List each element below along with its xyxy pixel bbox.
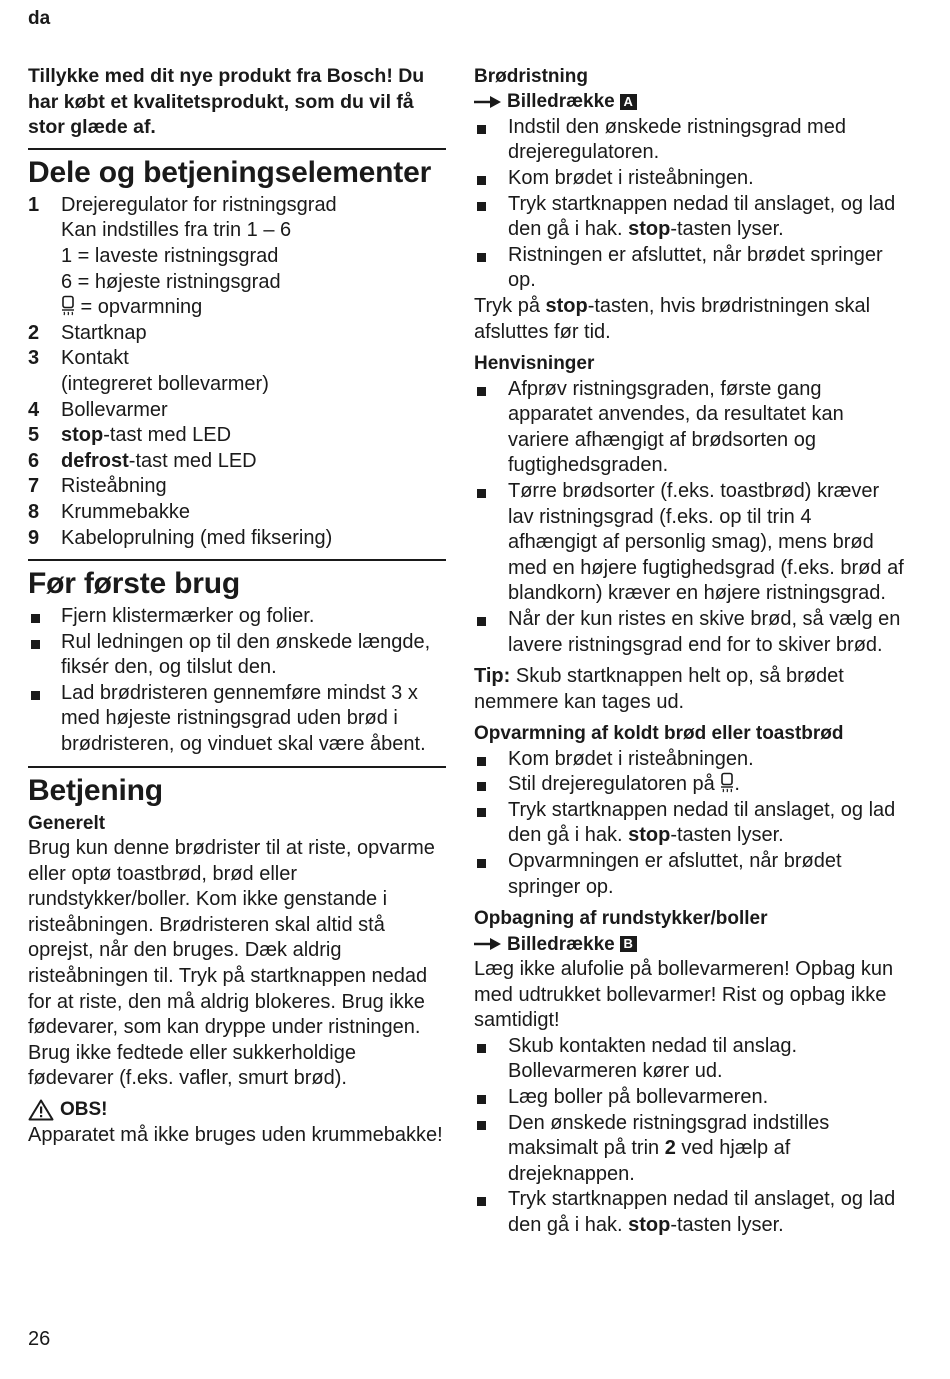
list-item: Fjern klistermærker og folier.	[28, 604, 446, 630]
bullet-icon	[474, 772, 508, 798]
warming-icon	[61, 295, 75, 317]
figure-letter-badge: B	[620, 936, 637, 952]
bullet-icon	[474, 1085, 508, 1111]
figure-letter-badge: A	[620, 94, 637, 110]
bullet-icon	[474, 1187, 508, 1238]
general-text: Brug kun denne brødrister til at riste, opvarme eller optø toastbrød, brød eller rundstykker/boller. Kom ikke genstande i risteåbningen. Brødristeren skal altid stå oprejst, når den bruges. Dæk aldrig risteåbningen til. Tryk på startknappen nedad for at riste, den må aldrig blokeres. Brug ikke fødevarer, som kan dryppe under ristningen.	[28, 837, 435, 1039]
parts-heading: Dele og betjeningselementer	[28, 148, 446, 193]
bullet-icon	[474, 1111, 508, 1188]
list-item: Kom brødet i risteåbningen.	[474, 166, 904, 192]
buns-heading: Opbagning af rundstykker/boller	[474, 908, 768, 930]
general-text-2: Brug ikke fedtede eller sukkerholdige fødevarer (f.eks. vafler, smurt brød).	[28, 1041, 356, 1090]
bullet-icon	[474, 377, 508, 479]
list-item: 4 Bollevarmer	[28, 398, 168, 421]
warming-list	[474, 747, 904, 901]
list-item: Når der kun ristes en skive brød, så vælg en lavere ristningsgrad end for to skiver brød.	[474, 607, 904, 658]
parts-list	[28, 193, 446, 551]
bullet-icon	[28, 681, 61, 758]
bullet-icon	[474, 1034, 508, 1085]
first-use-list	[28, 604, 446, 758]
list-item: Den ønskede ristningsgrad indstilles maksimalt på trin 2 ved hjælp af drejeknappen.	[474, 1111, 904, 1188]
bullet-icon	[474, 607, 508, 658]
first-use-heading: Før første brug	[28, 559, 446, 604]
list-item: 5 stop-tast med LED	[28, 424, 232, 447]
bullet-icon	[474, 192, 508, 243]
buns-list	[474, 1034, 904, 1239]
list-item: Kom brødet i risteåbningen.	[474, 747, 904, 773]
list-item: Lad brødristeren gennemføre mindst 3 x med højeste ristningsgrad uden brød i brødristeren, og vinduet skal være åbent.	[28, 681, 446, 758]
list-item: 3 Kontakt (integreret bollevarmer)	[28, 347, 269, 395]
buns-warning-text: Læg ikke alufolie på bollevarmeren! Opbag kun med udtrukket bollevarmer! Rist og opbag ikke samtidigt!	[474, 958, 894, 1032]
list-item: Stil drejeregulatoren på .	[474, 772, 904, 798]
page-number: 26	[28, 1328, 51, 1350]
right-column	[474, 64, 904, 1239]
bullet-icon	[474, 243, 508, 294]
list-item: Rul ledningen op til den ønskede længde, fiksér den, og tilslut den.	[28, 630, 446, 681]
list-item: Tørre brødsorter (f.eks. toastbrød) kræver lav ristningsgrad (f.eks. op til trin 4 afhængigt af personlig smag), mens brød med en højere fugtighedsgrad (f.eks. brød af blandkorn) kræver en højere ristningsgrad.	[474, 479, 904, 607]
general-heading: Generelt	[28, 812, 106, 834]
arrow-right-icon	[474, 95, 502, 109]
warming-icon	[720, 772, 734, 794]
bullet-icon	[474, 479, 508, 607]
bullet-icon	[474, 166, 508, 192]
warning-icon	[28, 1099, 54, 1121]
warning-text: Apparatet må ikke bruges uden krummebakke!	[28, 1124, 443, 1146]
bullet-icon	[474, 115, 508, 166]
bullet-icon	[474, 798, 508, 849]
bullet-icon	[474, 849, 508, 900]
warming-heading: Opvarmning af koldt brød eller toastbrød	[474, 723, 844, 745]
bullet-icon	[28, 630, 61, 681]
list-item: 9 Kabeloprulning (med fiksering)	[28, 526, 333, 549]
list-item: Opvarmningen er afsluttet, når brødet springer op.	[474, 849, 904, 900]
list-item: Afprøv ristningsgraden, første gang apparatet anvendes, da resultatet kan variere afhængigt af brødsorten og fugtighedsgraden.	[474, 377, 904, 479]
bullet-icon	[474, 747, 508, 773]
left-column	[28, 64, 446, 1149]
bullet-icon	[28, 604, 61, 630]
list-item: Tryk startknappen nedad til anslaget, og lad den gå i hak. stop-tasten lyser.	[474, 1187, 904, 1238]
list-item: 2 Startknap	[28, 321, 147, 344]
arrow-right-icon	[474, 937, 502, 951]
toasting-list	[474, 115, 904, 294]
list-item: Tryk startknappen nedad til anslaget, og lad den gå i hak. stop-tasten lyser.	[474, 798, 904, 849]
toasting-heading: Brødristning	[474, 66, 588, 87]
notes-list	[474, 377, 904, 659]
figure-reference-b: Billedrække B	[474, 932, 904, 957]
warning-label: OBS!	[28, 1097, 446, 1123]
figure-reference-a: Billedrække A	[474, 89, 904, 114]
list-item: 8 Krummebakke	[28, 500, 190, 523]
list-item: Læg boller på bollevarmeren.	[474, 1085, 904, 1111]
list-item: 6 defrost-tast med LED	[28, 449, 257, 472]
intro-text: Tillykke med dit nye produkt fra Bosch! Du har købt et kvalitetsprodukt, som du vil få stor glæde af.	[28, 65, 425, 139]
list-item: Tryk startknappen nedad til anslaget, og lad den gå i hak. stop-tasten lyser.	[474, 192, 904, 243]
list-item: 1 Drejeregulator for ristningsgrad Kan indstilles fra trin 1 – 6 1 = laveste ristningsgrad 6 = højeste ristningsgrad = opvarmning	[28, 193, 337, 319]
language-code: da	[28, 8, 51, 29]
operation-heading: Betjening	[28, 766, 446, 811]
list-item: Indstil den ønskede ristningsgrad med drejeregulatoren.	[474, 115, 904, 166]
tip-text: Tip: Skub startknappen helt op, så brødet nemmere kan tages ud.	[474, 665, 844, 713]
list-item: Ristningen er afsluttet, når brødet springer op.	[474, 243, 904, 294]
list-item: Skub kontakten nedad til anslag. Bollevarmeren kører ud.	[474, 1034, 904, 1085]
notes-heading: Henvisninger	[474, 353, 595, 375]
cancel-text: Tryk på stop-tasten, hvis brødristningen skal afsluttes før tid.	[474, 294, 871, 343]
list-item: 7 Risteåbning	[28, 475, 167, 498]
